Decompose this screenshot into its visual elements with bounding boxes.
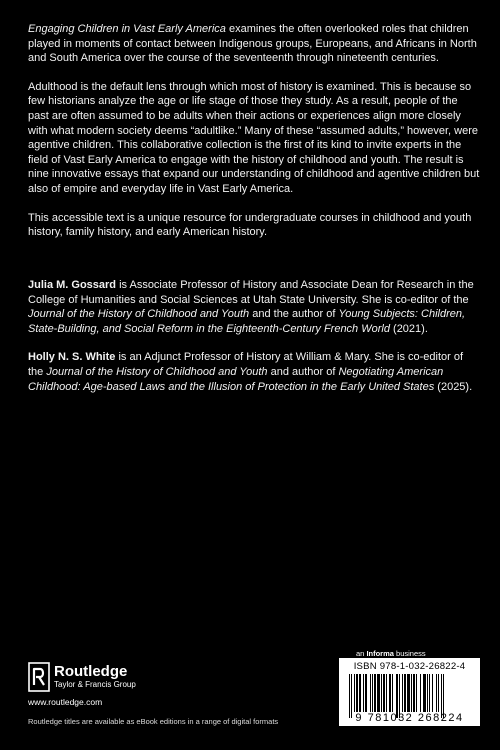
routledge-logo bbox=[28, 662, 136, 692]
description-paragraph-2: Adulthood is the default lens through which most of history is examined. This is because so few historians analyze the age or life stage of those they study. As a result, people of the past are often assumed to be adults when their actions or experiences align more closely with what modern society deems “adultlike.” Many of these “assumed adults,” however, were agentive children. This collaborative collection is the first of its kind to invite experts in the field of Vast Early America to engage with the history of childhood and youth. The result is nine innovative essays that expand our understanding of childhood and agentive children but also of empire and everyday life in Vast Early America. bbox=[28, 80, 480, 195]
description-paragraph-1 bbox=[28, 22, 480, 66]
informa-business-label bbox=[356, 649, 426, 658]
gossard-book-year: (2021). bbox=[389, 322, 428, 335]
description-paragraph-3: This accessible text is a unique resource for undergraduate courses in childhood and youth history, family history, and early American history. bbox=[28, 211, 472, 239]
isbn-label: ISBN 978-1-032-26822-4 bbox=[353, 661, 466, 672]
white-book-title: Negotiating American Childhood: Age-based Laws and the Illusion of Protection in the Early United States bbox=[28, 365, 444, 393]
publisher-url[interactable]: www.routledge.com bbox=[28, 697, 103, 707]
book-title: Engaging Children in Vast Early America bbox=[28, 23, 226, 35]
author-name-white: Holly N. S. White bbox=[28, 351, 116, 364]
barcode-number: 9 781032 268224 bbox=[355, 712, 464, 724]
publisher-group: Taylor & Francis Group bbox=[54, 680, 136, 689]
informa-brand: Informa bbox=[366, 649, 394, 658]
barcode-bars bbox=[349, 674, 470, 712]
journal-title: Journal of the History of Childhood and Youth bbox=[28, 308, 250, 321]
bio-white bbox=[28, 350, 480, 394]
informa-prefix: an bbox=[356, 649, 367, 658]
ebook-note: Routledge titles are available as eBook editions in a range of digital formats bbox=[28, 717, 279, 726]
bio-gossard-text-2: and the author of bbox=[249, 308, 339, 321]
author-bios bbox=[28, 278, 480, 408]
gossard-book-title: Young Subjects: Children, State-Building, and Social Reform in the Eighteenth-Century French World bbox=[28, 308, 466, 335]
description-text-1: examines the often overlooked roles that children played in moments of contact between Indigenous groups, Europeans, and Africans in North and South America over the course of the seventeenth through nineteenth centuries. bbox=[28, 23, 477, 65]
book-description bbox=[28, 22, 480, 254]
white-book-year: (2025). bbox=[434, 380, 473, 393]
bio-gossard-text-1: is Associate Professor of History and Associate Dean for Research in the College of Humanities and Social Sciences at Utah State University. She is co-editor of the bbox=[28, 279, 474, 306]
author-name-gossard: Julia M. Gossard bbox=[28, 279, 117, 291]
journal-title: Journal of the History of Childhood and Youth bbox=[46, 365, 268, 378]
bio-gossard bbox=[28, 278, 480, 336]
informa-suffix: business bbox=[393, 649, 426, 658]
publisher-name: Routledge bbox=[54, 663, 128, 680]
bio-white-text-1: is an Adjunct Professor of History at William & Mary. She is co-editor of the bbox=[28, 351, 464, 378]
routledge-mark-icon bbox=[28, 662, 50, 692]
bio-white-text-2: and author of bbox=[267, 365, 339, 378]
isbn-barcode bbox=[339, 658, 480, 726]
